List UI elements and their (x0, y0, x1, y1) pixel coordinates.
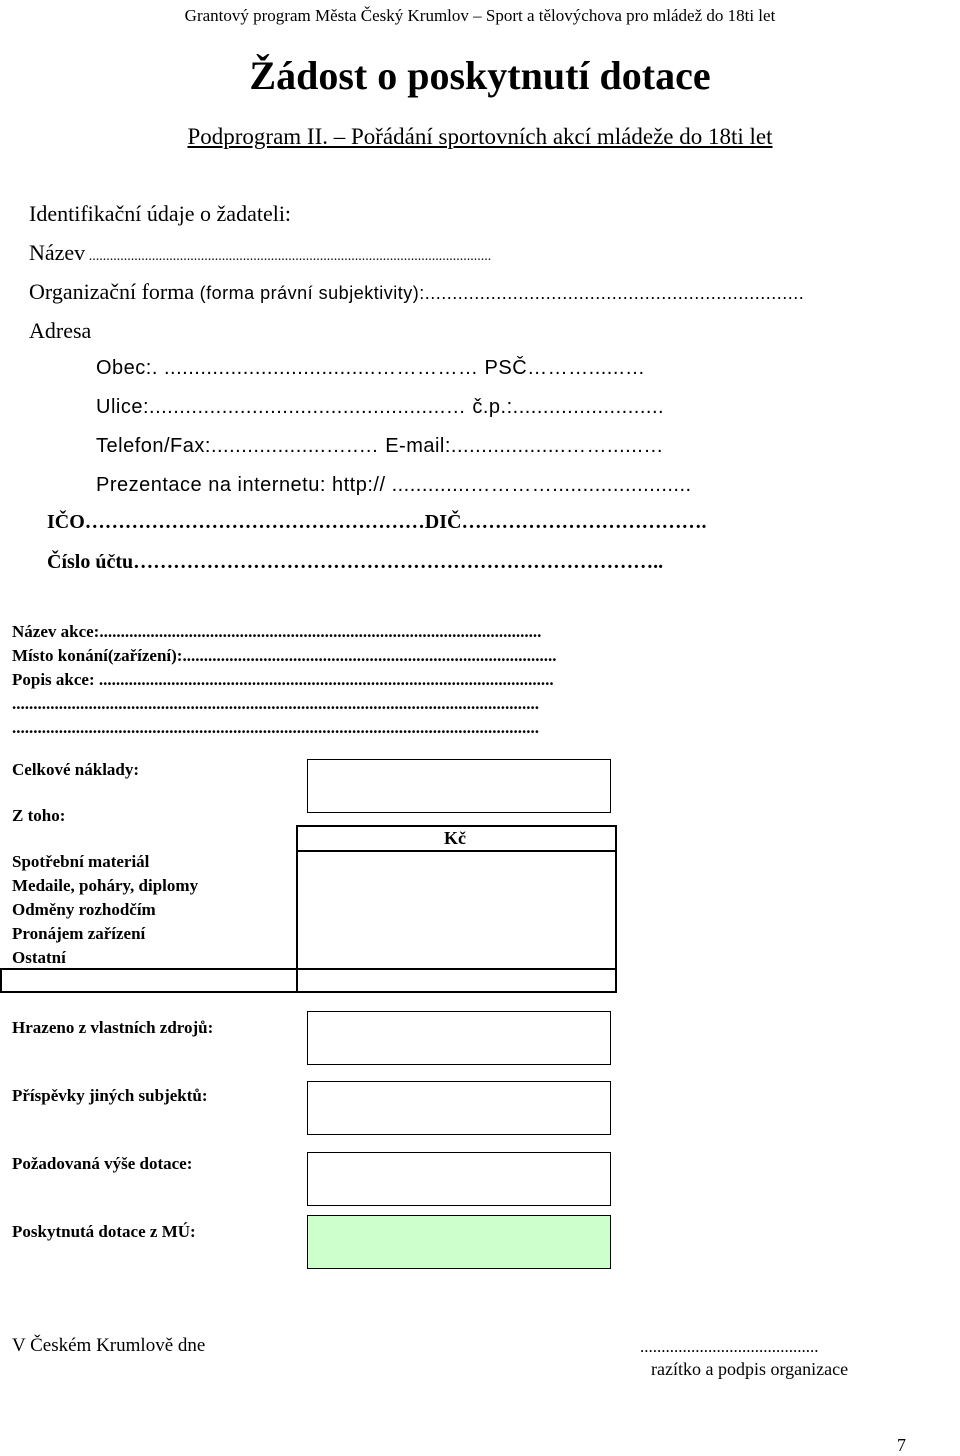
event-description-line: Popis akce: ........................................................................................................... (12, 670, 554, 689)
other-contributions-label: Příspěvky jiných subjektů: (12, 1086, 208, 1105)
name-line (29, 240, 491, 266)
other-contributions-field[interactable] (307, 1081, 611, 1135)
cost-item: Spotřební materiál (12, 852, 150, 871)
address-label: Adresa (29, 318, 92, 343)
granted-amount-label: Poskytnutá dotace z MÚ: (12, 1222, 196, 1241)
name-label: Název (29, 240, 86, 265)
event-venue-line: Místo konání(zařízení):........................................................................................ (12, 646, 557, 665)
org-form-hint: (forma právní subjektivity):..................................................................... (194, 283, 805, 303)
ulice-line: Ulice:.................................................… č.p.:......................... (96, 396, 665, 418)
own-sources-field[interactable] (307, 1011, 611, 1065)
cost-item: Medaile, poháry, diplomy (12, 876, 199, 895)
cislo-uctu-line: Číslo účtu…………………………………………………………………….. (47, 551, 664, 573)
total-costs-label: Celkové náklady: (12, 760, 140, 779)
cost-item: Ostatní (12, 948, 66, 967)
currency-header: Kč (444, 828, 466, 848)
signature-dots: .......................................... (640, 1337, 819, 1356)
table-header-divider (296, 850, 617, 852)
table-row-divider (0, 968, 617, 970)
event-description-dots-2: ............................................................................................................................ (12, 718, 539, 737)
requested-amount-field[interactable] (307, 1152, 611, 1206)
org-form-label: Organizační forma (29, 279, 195, 304)
requested-amount-label: Požadovaná výše dotace: (12, 1154, 193, 1173)
web-line: Prezentace na internetu: http:// .............…………....................... (96, 474, 692, 496)
document-title: Žádost o poskytnutí dotace (249, 53, 711, 98)
subprogram-title: Podprogram II. – Pořádání sportovních akcí mládeže do 18ti let (187, 124, 773, 149)
applicant-section-title: Identifikační údaje o žadateli: (29, 201, 292, 226)
table-border-top (296, 825, 617, 827)
name-dots: ................................................................................................................... (85, 249, 492, 264)
telefon-line: Telefon/Fax:...................…..… E-mail:...................……......… (96, 435, 664, 457)
z-toho-label: Z toho: (12, 806, 66, 825)
event-description-dots-1: ............................................................................................................................ (12, 694, 539, 713)
cost-item: Pronájem zařízení (12, 924, 146, 943)
org-form-line (29, 279, 804, 305)
obec-line: Obec:. ...................................…………… PSČ………......… (96, 357, 646, 379)
table-border-bottom (0, 991, 617, 993)
table-border-middle (296, 825, 298, 993)
signature-caption: razítko a podpis organizace (651, 1359, 849, 1379)
table-border-right (615, 825, 617, 993)
page-number: 7 (897, 1435, 906, 1455)
total-costs-field[interactable] (307, 759, 611, 813)
granted-amount-field[interactable] (307, 1215, 611, 1269)
place-date-label: V Českém Krumlově dne (12, 1335, 206, 1356)
own-sources-label: Hrazeno z vlastních zdrojů: (12, 1018, 214, 1037)
table-border-left (0, 968, 2, 993)
event-name-line: Název akce:........................................................................................................ (12, 622, 542, 641)
program-header: Grantový program Města Český Krumlov – Sport a tělovýchova pro mládež do 18ti let (184, 6, 776, 25)
ico-dic-line: IČO……………………………………………DIČ………………………………. (47, 511, 707, 533)
cost-item: Odměny rozhodčím (12, 900, 156, 919)
